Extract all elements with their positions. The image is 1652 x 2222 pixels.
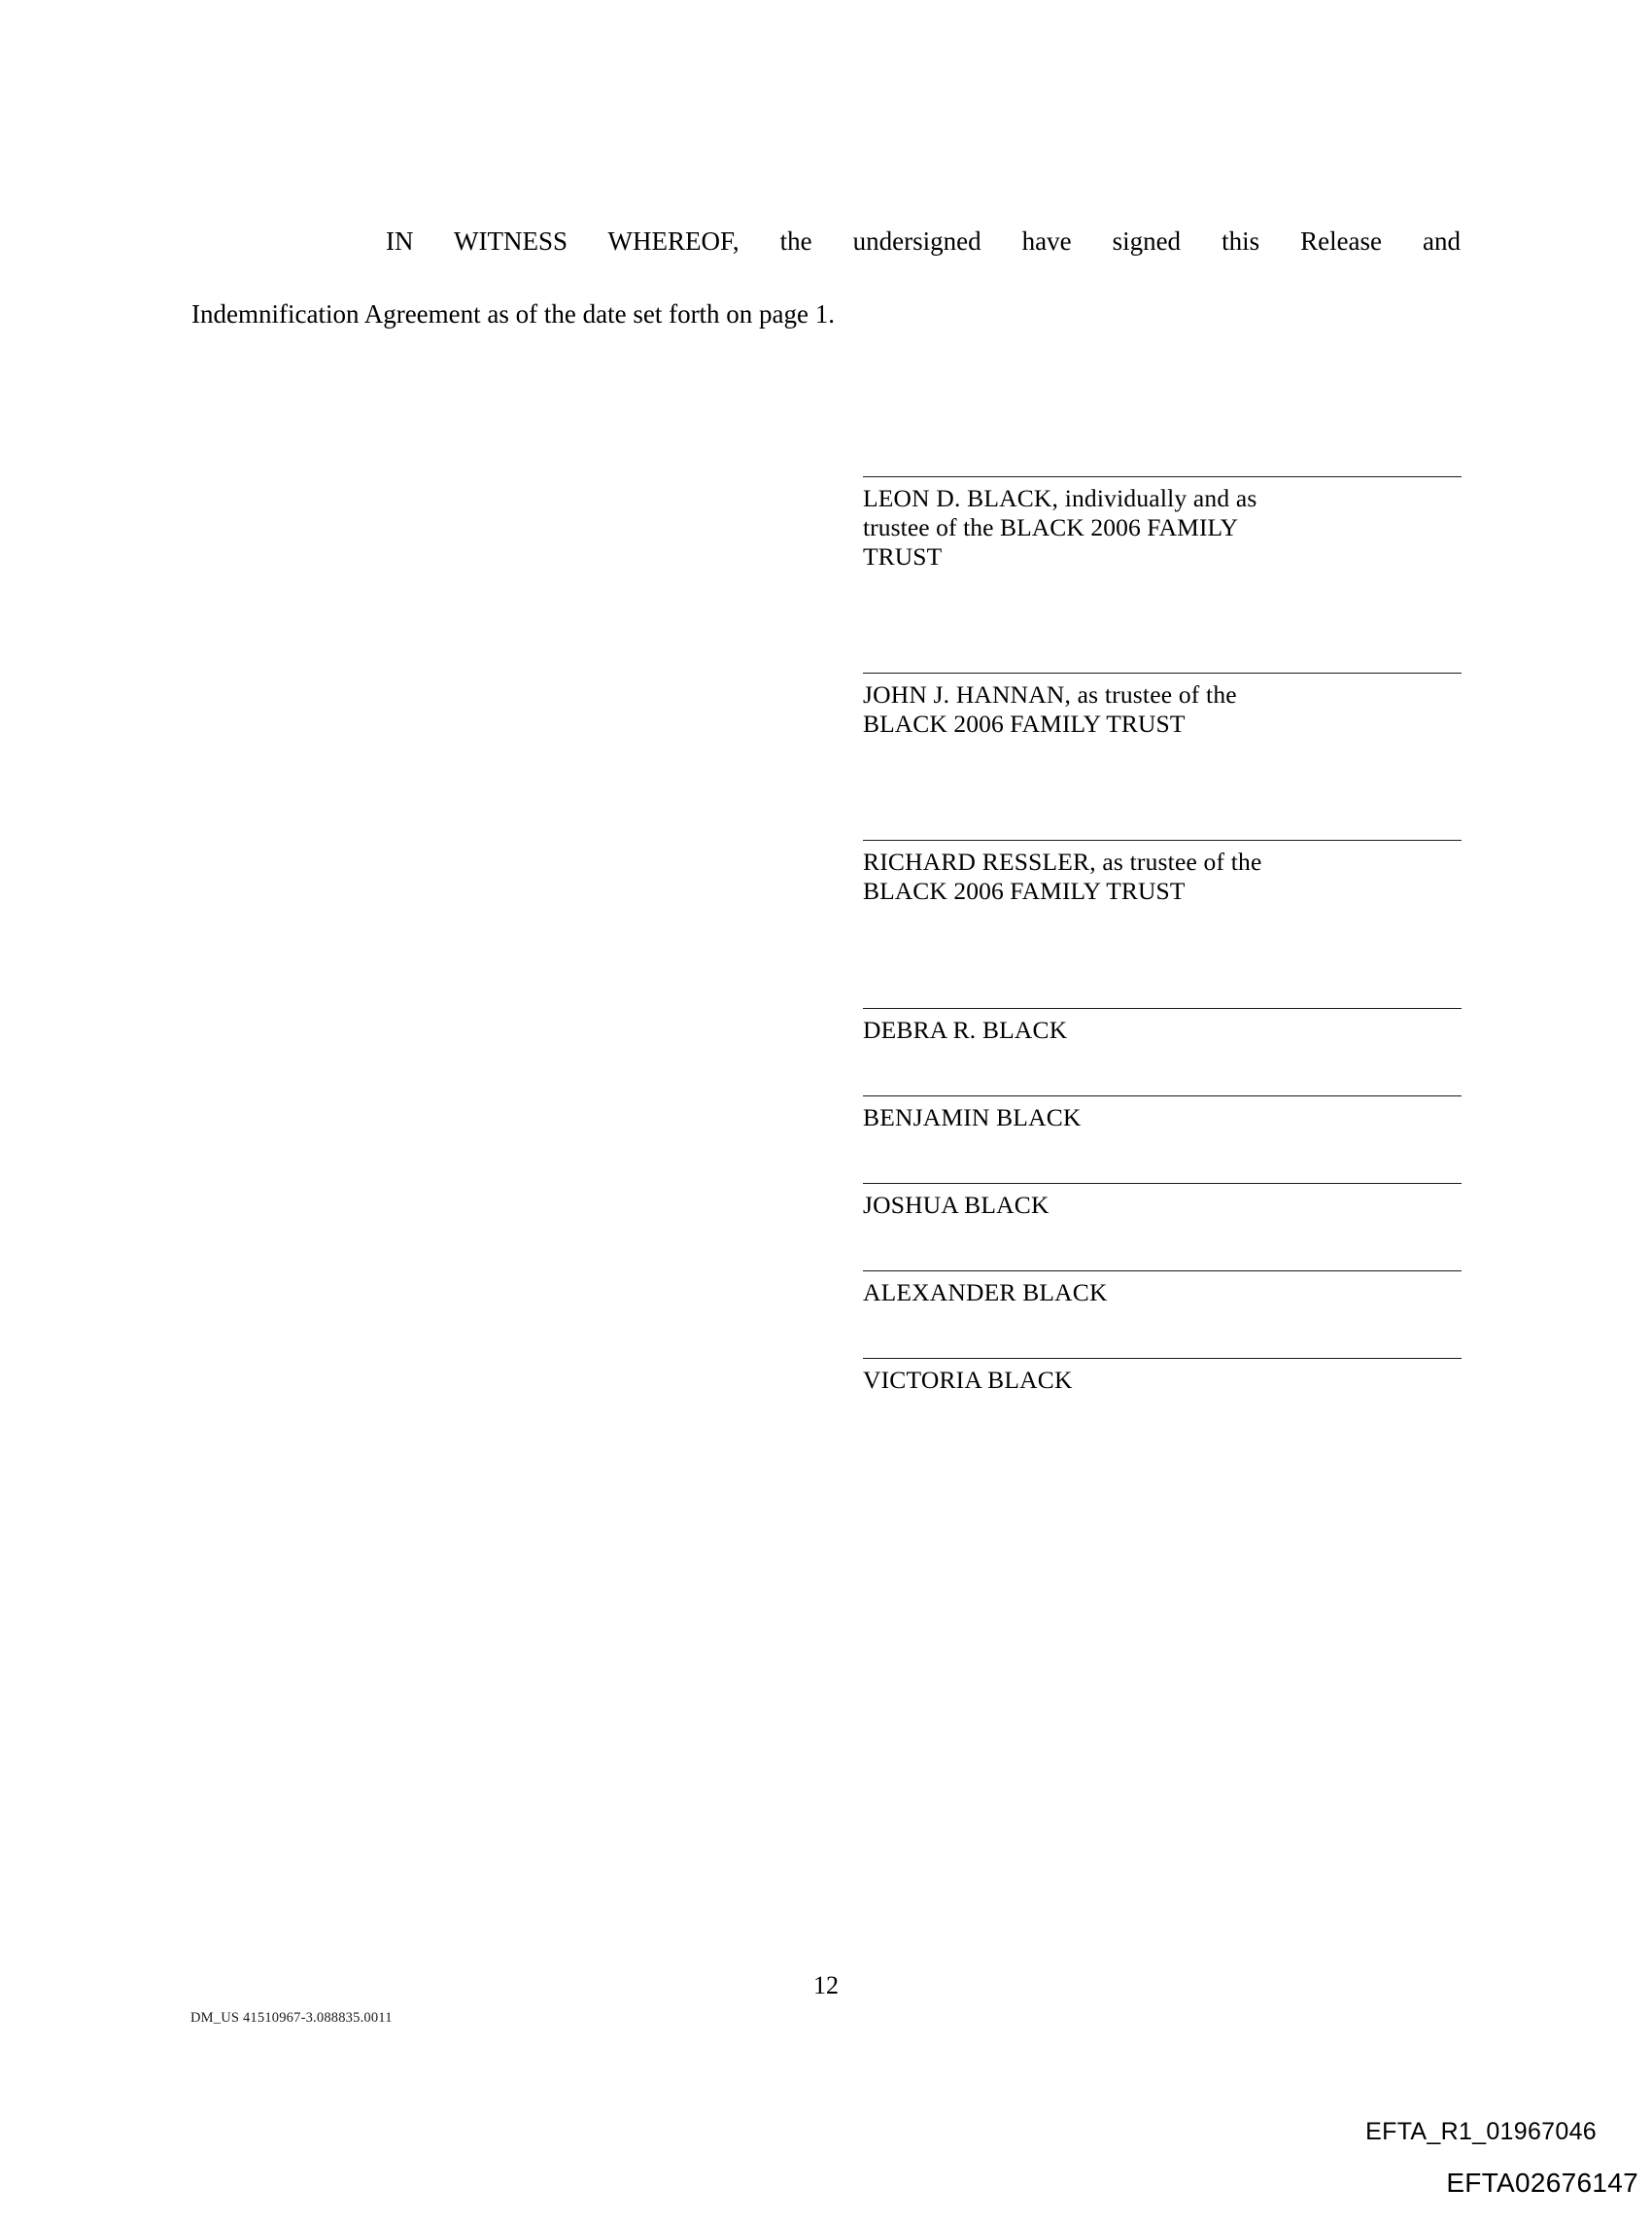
signature-label-line: RICHARD RESSLER, as trustee of the	[863, 848, 1262, 877]
signature-label	[863, 841, 1462, 906]
body-text	[191, 228, 1461, 328]
page-number: 12	[813, 1971, 839, 1999]
signature-entry-richard-ressler	[863, 840, 1462, 906]
spacer	[863, 1132, 1462, 1183]
signature-label-line: DEBRA R. BLACK	[863, 1015, 1068, 1044]
word: have	[1021, 226, 1072, 256]
signature-entry-debra-r-black	[863, 1008, 1462, 1045]
word: IN	[386, 226, 414, 256]
witness-paragraph	[191, 228, 1461, 328]
signature-label	[863, 1271, 1462, 1307]
signature-label-line: ALEXANDER BLACK	[863, 1277, 1108, 1306]
signature-label-line: VICTORIA BLACK	[863, 1365, 1073, 1394]
signature-label	[863, 477, 1462, 572]
signature-label-line: trustee of the BLACK 2006 FAMILY	[863, 513, 1239, 542]
signature-label	[863, 1009, 1462, 1045]
word: WITNESS	[454, 226, 568, 256]
spacer	[863, 1045, 1462, 1095]
signature-entry-alexander-black	[863, 1270, 1462, 1307]
bates-number-primary: EFTA_R1_01967046	[1365, 2118, 1597, 2145]
signature-entry-benjamin-black	[863, 1095, 1462, 1132]
signature-label-line: JOHN J. HANNAN, as trustee of the	[863, 680, 1237, 710]
witness-paragraph-line-1	[191, 228, 1461, 255]
document-id-footer: DM_US 41510967-3.088835.0011	[190, 2010, 393, 2026]
spacer	[863, 1220, 1462, 1270]
spacer	[863, 572, 1462, 673]
word: Release	[1300, 226, 1383, 256]
signature-label	[863, 1096, 1462, 1132]
signature-entry-leon-d-black	[863, 476, 1462, 572]
witness-paragraph-line-2: Indemnification Agreement as of the date set forth on page 1.	[191, 299, 836, 329]
bates-number-secondary: EFTA02676147	[1446, 2168, 1638, 2198]
signature-label-line: TRUST	[863, 542, 943, 572]
signature-label	[863, 674, 1462, 739]
word: the	[779, 226, 812, 256]
signature-label-line: BLACK 2006 FAMILY TRUST	[863, 710, 1186, 739]
signature-label	[863, 1359, 1462, 1395]
signature-entry-joshua-black	[863, 1183, 1462, 1220]
signature-entry-victoria-black	[863, 1358, 1462, 1395]
spacer	[863, 739, 1462, 840]
word: undersigned	[852, 226, 981, 256]
spacer	[863, 907, 1462, 1008]
signature-label	[863, 1184, 1462, 1220]
signature-entry-john-j-hannan	[863, 673, 1462, 739]
signature-label-line: BENJAMIN BLACK	[863, 1102, 1082, 1131]
signature-label-line: LEON D. BLACK, individually and as	[863, 484, 1257, 512]
signature-label-line: JOSHUA BLACK	[863, 1190, 1050, 1219]
word: this	[1222, 226, 1260, 256]
word: and	[1423, 226, 1462, 256]
word: signed	[1112, 226, 1182, 256]
spacer	[863, 1307, 1462, 1358]
signature-block-list	[863, 476, 1462, 1395]
signature-label-line: BLACK 2006 FAMILY TRUST	[863, 877, 1186, 906]
word: WHEREOF,	[607, 226, 740, 256]
